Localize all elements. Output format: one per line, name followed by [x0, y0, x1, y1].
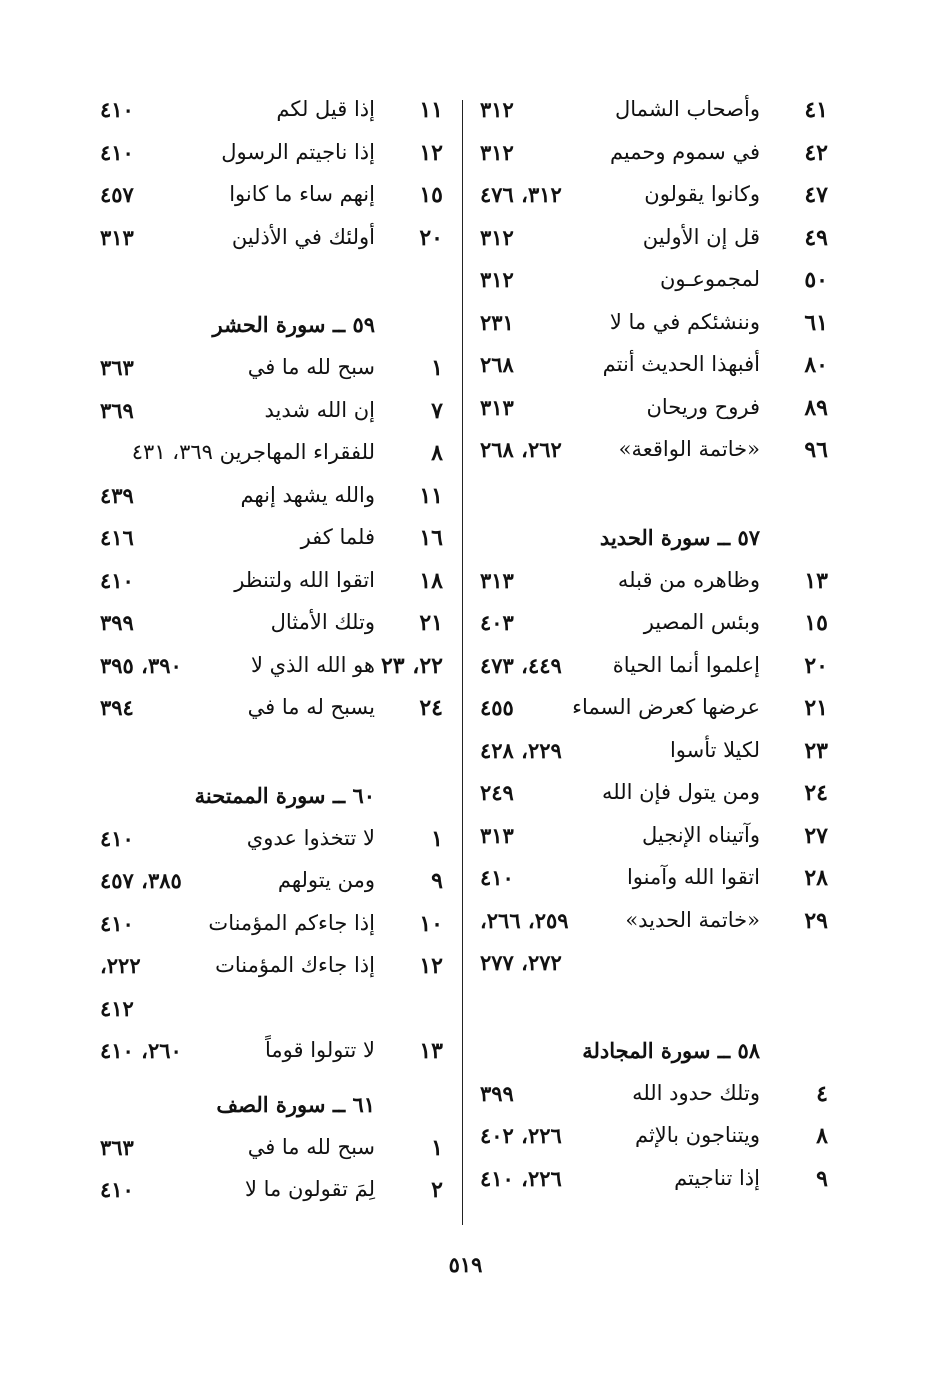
page-references: ٤٠٣ [480, 610, 514, 635]
page-references: ٣٩٠، ٣٩٥ [100, 652, 182, 678]
page-references: ٣١٣ [480, 822, 514, 848]
page-references: ٢٢٩، ٤٢٨ [480, 737, 562, 763]
page-references: ٣١٣ [480, 394, 514, 420]
verse-number: ٨ [431, 440, 443, 466]
verse-phrase: والله يشهد إنهم [240, 482, 375, 507]
page-references: ٢٤٩ [480, 780, 514, 805]
index-entry [480, 814, 840, 857]
verse-number: ٨ [816, 1123, 828, 1149]
page-references: ٢٦٢، ٢٦٨ [480, 437, 562, 462]
surah-title: ٥٧ ــ سورة الحديد [599, 524, 760, 550]
page-references: ٣٩٩ [100, 610, 134, 635]
section-spacer [100, 729, 455, 773]
verse-number: ٨٠ [804, 352, 828, 378]
page-references: ٤١٢ [100, 995, 134, 1021]
verse-number: ٨٩ [804, 394, 828, 421]
page-references: ٣١٢، ٤٧٦ [480, 182, 562, 207]
verse-number: ٤٢ [804, 139, 828, 166]
page-references: ٢٧٢، ٢٧٧ [480, 950, 562, 975]
verse-phrase: عرضها كعرض السماء [572, 695, 760, 719]
verse-number: ٩ [431, 868, 443, 894]
verse-phrase: وظاهره من قبله [617, 567, 760, 592]
verse-phrase: وتلك حدود الله [632, 1080, 760, 1105]
left-column [100, 88, 455, 1211]
verse-number: ٢٤ [804, 780, 828, 806]
verse-number: ٥٠ [804, 267, 828, 293]
verse-number: ٢١ [419, 610, 443, 636]
verse-number: ٩ [816, 1165, 828, 1192]
verse-phrase: وبئس المصير [643, 610, 760, 634]
verse-number: ١٢ [419, 139, 443, 166]
page-references: ٣١٣ [100, 224, 134, 250]
index-entry [480, 559, 840, 602]
index-entry [480, 644, 840, 687]
index-entry [100, 389, 455, 432]
verse-number: ٢ [431, 1177, 443, 1203]
verse-number: ٢١ [804, 695, 828, 721]
verse-phrase: لمجموعـون [659, 267, 760, 291]
page-references: ٣٦٩ [100, 397, 134, 423]
verse-phrase: ومن يتول فإن الله [602, 780, 760, 804]
verse-phrase: في سموم وحميم [609, 139, 760, 164]
index-entry [100, 131, 455, 174]
page-references: ٤١٠ [100, 825, 134, 851]
verse-number: ٢٧ [804, 822, 828, 849]
page-references: ٣١٢ [480, 97, 514, 122]
page-references: ٣٩٩ [480, 1080, 514, 1106]
index-entry [480, 173, 840, 216]
section-spacer [480, 984, 840, 1028]
verse-number: ١٥ [419, 182, 443, 208]
verse-phrase: إعلموا أنما الحياة [612, 652, 760, 677]
verse-phrase: سبح لله ما في [247, 1134, 375, 1159]
page-references: ٤١٠ [100, 139, 134, 165]
verse-number: ٩٦ [804, 437, 828, 463]
verse-number: ١٦ [419, 525, 443, 551]
index-entry [100, 1126, 455, 1169]
page-references: ٢٣١ [480, 309, 514, 335]
index-entry [480, 856, 840, 899]
verse-phrase: إذا تناجيتم [674, 1165, 760, 1190]
verse-phrase: فروح وريحان [646, 394, 760, 419]
page-references: ٤٥٧ [100, 182, 134, 207]
page-references: ٤١٠ [100, 97, 134, 122]
index-entry [100, 686, 455, 729]
index-entry [100, 1029, 455, 1072]
verse-number: ١٠ [419, 910, 443, 937]
index-entry [480, 386, 840, 429]
verse-phrase: لكيلا تأسوا [669, 737, 760, 762]
verse-phrase: وأصحاب الشمال [615, 97, 760, 121]
verse-phrase: اتقوا الله ولتنظر [234, 567, 375, 592]
index-entry [100, 216, 455, 259]
verse-number: ٦١ [804, 309, 828, 336]
verse-phrase: هو الله الذي لا [250, 652, 375, 677]
page-number: ٥١٩ [448, 1252, 483, 1277]
page-references: ٤٤٩، ٤٧٣ [480, 652, 562, 678]
verse-phrase: ومن يتولهم [277, 868, 375, 892]
verse-phrase: وآتيناه الإنجيل [641, 822, 760, 847]
section-spacer [100, 258, 455, 302]
index-entry [100, 559, 455, 602]
surah-heading [100, 302, 455, 346]
verse-phrase: للفقراء المهاجرين ٣٦٩، ٤٣١ [131, 440, 375, 464]
surah-title: ٦٠ ــ سورة الممتحنة [194, 782, 375, 808]
verse-number: ٤ [816, 1080, 828, 1107]
index-entry [480, 131, 840, 174]
index-entry [100, 902, 455, 945]
verse-number: ٧ [431, 397, 443, 424]
page-references: ٣١٢ [480, 224, 514, 250]
verse-number: ٢٠ [804, 652, 828, 679]
page-references: ٣٩٤ [100, 695, 134, 720]
page-references: ٣١٣ [480, 567, 514, 593]
verse-phrase: يسبح له ما في [247, 695, 375, 719]
verse-phrase: إذا ناجيتم الرسول [221, 139, 375, 164]
verse-number: ٢٣ [804, 737, 828, 764]
verse-number: ١ [431, 825, 443, 852]
verse-phrase: ويتناجون بالإثم [634, 1123, 760, 1147]
verse-number: ٢٩ [804, 907, 828, 934]
page-references: ٢٢٦، ٤١٠ [480, 1165, 562, 1191]
page-references: ٣٦٣ [100, 1134, 134, 1160]
page-references: ٢٥٩، ٢٦٦، [480, 907, 569, 933]
verse-phrase: أولئك في الأذلين [231, 224, 375, 249]
verse-number: ٢٢، ٢٣ [380, 652, 443, 679]
page-references: ٣١٢ [480, 267, 514, 292]
surah-title: ٥٨ ــ سورة المجادلة [582, 1037, 760, 1063]
verse-phrase: فلما كفر [300, 525, 375, 549]
index-entry [100, 644, 455, 687]
verse-phrase: وننشئكم في ما لا [609, 309, 760, 334]
verse-number: ١٣ [419, 1038, 443, 1064]
page-references: ٢٦٨ [480, 352, 514, 377]
verse-number: ١٣ [804, 567, 828, 594]
index-entry [480, 686, 840, 729]
verse-number: ١ [431, 1134, 443, 1161]
index-entry [480, 258, 840, 301]
index-entry [480, 216, 840, 259]
index-entry [100, 944, 455, 987]
index-entry [100, 859, 455, 902]
verse-phrase: وكانوا يقولون [644, 182, 760, 206]
page-references: ٤٣٩ [100, 482, 134, 508]
verse-number: ١٨ [419, 567, 443, 594]
verse-phrase: إذا قيل لكم [276, 97, 375, 121]
surah-title: ٦١ ــ سورة الصف [216, 1091, 375, 1117]
index-entry [100, 88, 455, 131]
page-references: ٤١٦ [100, 525, 134, 550]
verse-phrase: إنهم ساء ما كانوا [229, 182, 375, 206]
verse-phrase: إن الله شديد [264, 397, 375, 422]
index-entry [100, 474, 455, 517]
index-entry [480, 601, 840, 644]
verse-phrase: سبح لله ما في [247, 355, 375, 379]
verse-phrase: قل إن الأولين [642, 224, 760, 249]
index-entry [100, 431, 455, 474]
verse-phrase: أفبهذا الحديث أنتم [602, 352, 760, 376]
index-entry [480, 343, 840, 386]
index-entry [480, 729, 840, 772]
index-entry [100, 516, 455, 559]
page-references: ٣٨٥، ٤٥٧ [100, 868, 182, 893]
index-entry [480, 1114, 840, 1157]
index-entry [480, 301, 840, 344]
section-spacer [100, 1072, 455, 1082]
index-entry [100, 1168, 455, 1211]
page-references: ٣٦٣ [100, 355, 134, 380]
index-entry [480, 899, 840, 942]
verse-phrase: اتقوا الله وآمنوا [626, 865, 760, 889]
index-entry [480, 1157, 840, 1200]
verse-number: ١١ [419, 482, 443, 509]
verse-number: ١٥ [804, 610, 828, 636]
verse-number: ٢٠ [419, 224, 443, 251]
verse-number: ١ [431, 355, 443, 381]
surah-heading [100, 1082, 455, 1126]
page-references-continued [480, 941, 840, 984]
page-references-continued [100, 987, 455, 1030]
verse-number: ٢٨ [804, 865, 828, 891]
index-entry [480, 1072, 840, 1115]
verse-phrase: لا تتولوا قوماً [265, 1038, 375, 1062]
page-references: ٣١٢ [480, 139, 514, 165]
index-entry [100, 346, 455, 389]
verse-phrase: «خاتمة الحديد» [625, 907, 760, 932]
verse-phrase: إذا جاءكم المؤمنات [208, 910, 375, 935]
verse-number: ٤١ [804, 97, 828, 123]
page-references: ٤٥٥ [480, 695, 514, 720]
index-entry [480, 771, 840, 814]
verse-phrase: إذا جاءك المؤمنات [215, 953, 375, 977]
index-entry [480, 88, 840, 131]
page-references: ٤١٠ [100, 567, 134, 593]
verse-number: ٤٧ [804, 182, 828, 208]
page-references: ٢٦٠، ٤١٠ [100, 1038, 182, 1063]
surah-heading [100, 773, 455, 817]
index-entry [100, 817, 455, 860]
surah-heading [480, 515, 840, 559]
page-references: ٤١٠ [100, 1177, 134, 1202]
surah-title: ٥٩ ــ سورة الحشر [212, 312, 375, 337]
surah-heading [480, 1028, 840, 1072]
verse-phrase: وتلك الأمثال [270, 610, 375, 634]
verse-number: ١١ [419, 97, 443, 123]
verse-number: ٤٩ [804, 224, 828, 251]
index-entry [480, 428, 840, 471]
page-references: ٤١٠ [480, 865, 514, 890]
page-references: ٢٢٢، [100, 953, 141, 978]
page-references: ٤١٠ [100, 910, 134, 936]
index-entry [100, 173, 455, 216]
section-spacer [480, 471, 840, 515]
right-column [480, 88, 840, 1199]
verse-number: ٢٤ [419, 695, 443, 721]
column-divider [462, 100, 463, 1225]
verse-phrase: «خاتمة الواقعة» [618, 437, 760, 461]
verse-phrase: لِمَ تقولون ما لا [244, 1177, 375, 1201]
verse-number: ١٢ [419, 953, 443, 979]
verse-phrase: لا تتخذوا عدوي [246, 825, 375, 850]
page-references: ٢٢٦، ٤٠٢ [480, 1123, 562, 1148]
index-entry [100, 601, 455, 644]
